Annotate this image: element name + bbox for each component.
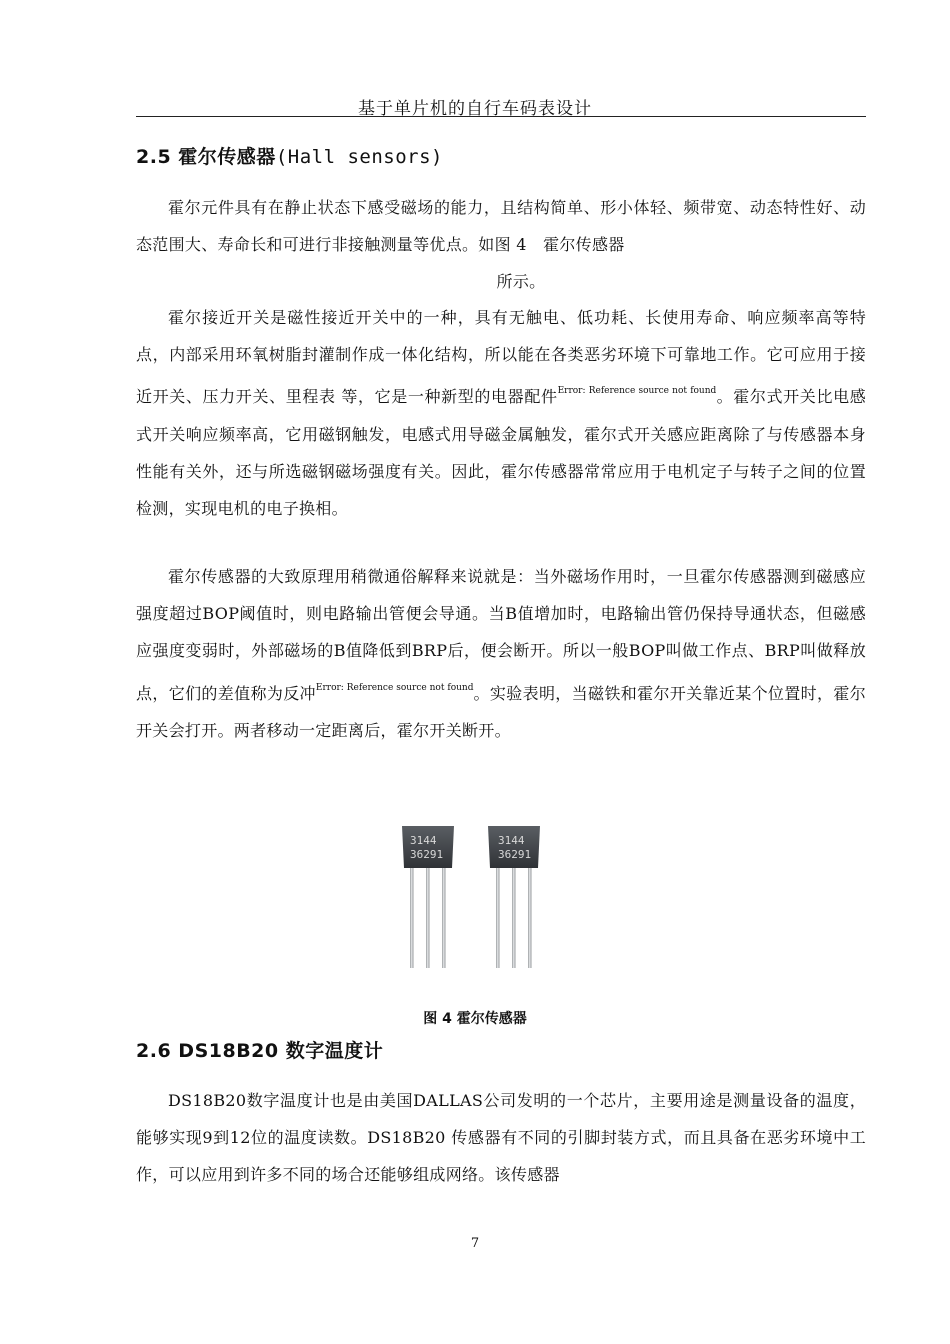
section-number: 2.6 [136,1040,172,1062]
page-number: 7 [470,1236,480,1251]
hall-sensor-chip-right [488,826,540,968]
running-header: 基于单片机的自行车码表设计 [358,99,592,119]
section-title: DS18B20 数字温度计 [178,1040,384,1062]
chip-marking: 36291 [498,848,532,861]
chip-marking: 3144 [410,834,437,847]
section-title-en: (Hall sensors) [275,146,443,168]
figure-reference-tail: 所示。 [496,272,546,292]
header-rule [136,116,866,117]
paragraph-hall-principle [136,558,866,749]
section-title-cn: 霍尔传感器 [178,146,276,168]
section-heading-2-6 [136,1036,383,1063]
paragraph-text: DS18B20数字温度计也是由美国DALLAS公司发明的一个芯片，主要用途是测量设备的温度，能够实现9到12位的温度读数。DS18B20 传感器有不同的引脚封装方式，而且具备在恶劣环境中工作，可以应用到许多不同的场合还能够组成网络。该传感器 [136,1091,866,1185]
figure-caption: 图 4 霍尔传感器 [423,1011,527,1027]
paragraph-ds18b20 [136,1082,866,1194]
section-heading-2-5 [136,142,443,169]
paragraph-hall-switch [136,299,866,527]
chip-marking: 36291 [410,848,444,861]
paragraph-text: 。实验表明，当磁铁和霍尔开关靠近某个位置时，霍尔开关会打开。两者移动一定距离后，霍尔开关断开。 [136,683,866,740]
paragraph-text: 霍尔元件具有在静止状态下感受磁场的能力，且结构简单、形小体轻、频带宽、动态特性好、动态范围大、寿命长和可进行非接触测量等优点。如图 4 霍尔传感器 [136,198,866,255]
paragraph-text: 霍尔传感器的大致原理用稍微通俗解释来说就是：当外磁场作用时，一旦霍尔传感器测到磁感应强度超过BOP阈值时，则电路输出管便会导通。当B值增加时，电路输出管仍保持导通状态，但磁感应强度变弱时，外部磁场的B值降低到BRP后，便会断开。所以一般BOP叫做工作点、BRP叫做释放点，它们的差值称为反冲 [136,567,866,703]
section-number: 2.5 [136,146,172,168]
chip-marking: 3144 [498,834,525,847]
reference-error: Error: Reference source not found [315,682,474,693]
paragraph-text: 霍尔接近开关是磁性接近开关中的一种，具有无触电、低功耗、长使用寿命、响应频率高等特点，内部采用环氧树脂封灌制作成一体化结构，所以能在各类恶劣环境下可靠地工作。它可应用于接近开关、压力开关、里程表 等，它是一种新型的电器配件 [136,308,866,407]
hall-sensor-chip-left [402,826,454,968]
paragraph-text: 。霍尔式开关比电感式开关响应频率高，它用磁钢触发，电感式用导磁金属触发，霍尔式开关感应距离除了与传感器本身性能有关外，还与所选磁钢磁场强度有关。因此，霍尔传感器常常应用于电机定子与转子之间的位置检测，实现电机的电子换相。 [136,387,867,519]
hall-sensor-figure [396,820,546,970]
paragraph-hall-intro [136,189,866,301]
reference-error: Error: Reference source not found [557,386,717,397]
